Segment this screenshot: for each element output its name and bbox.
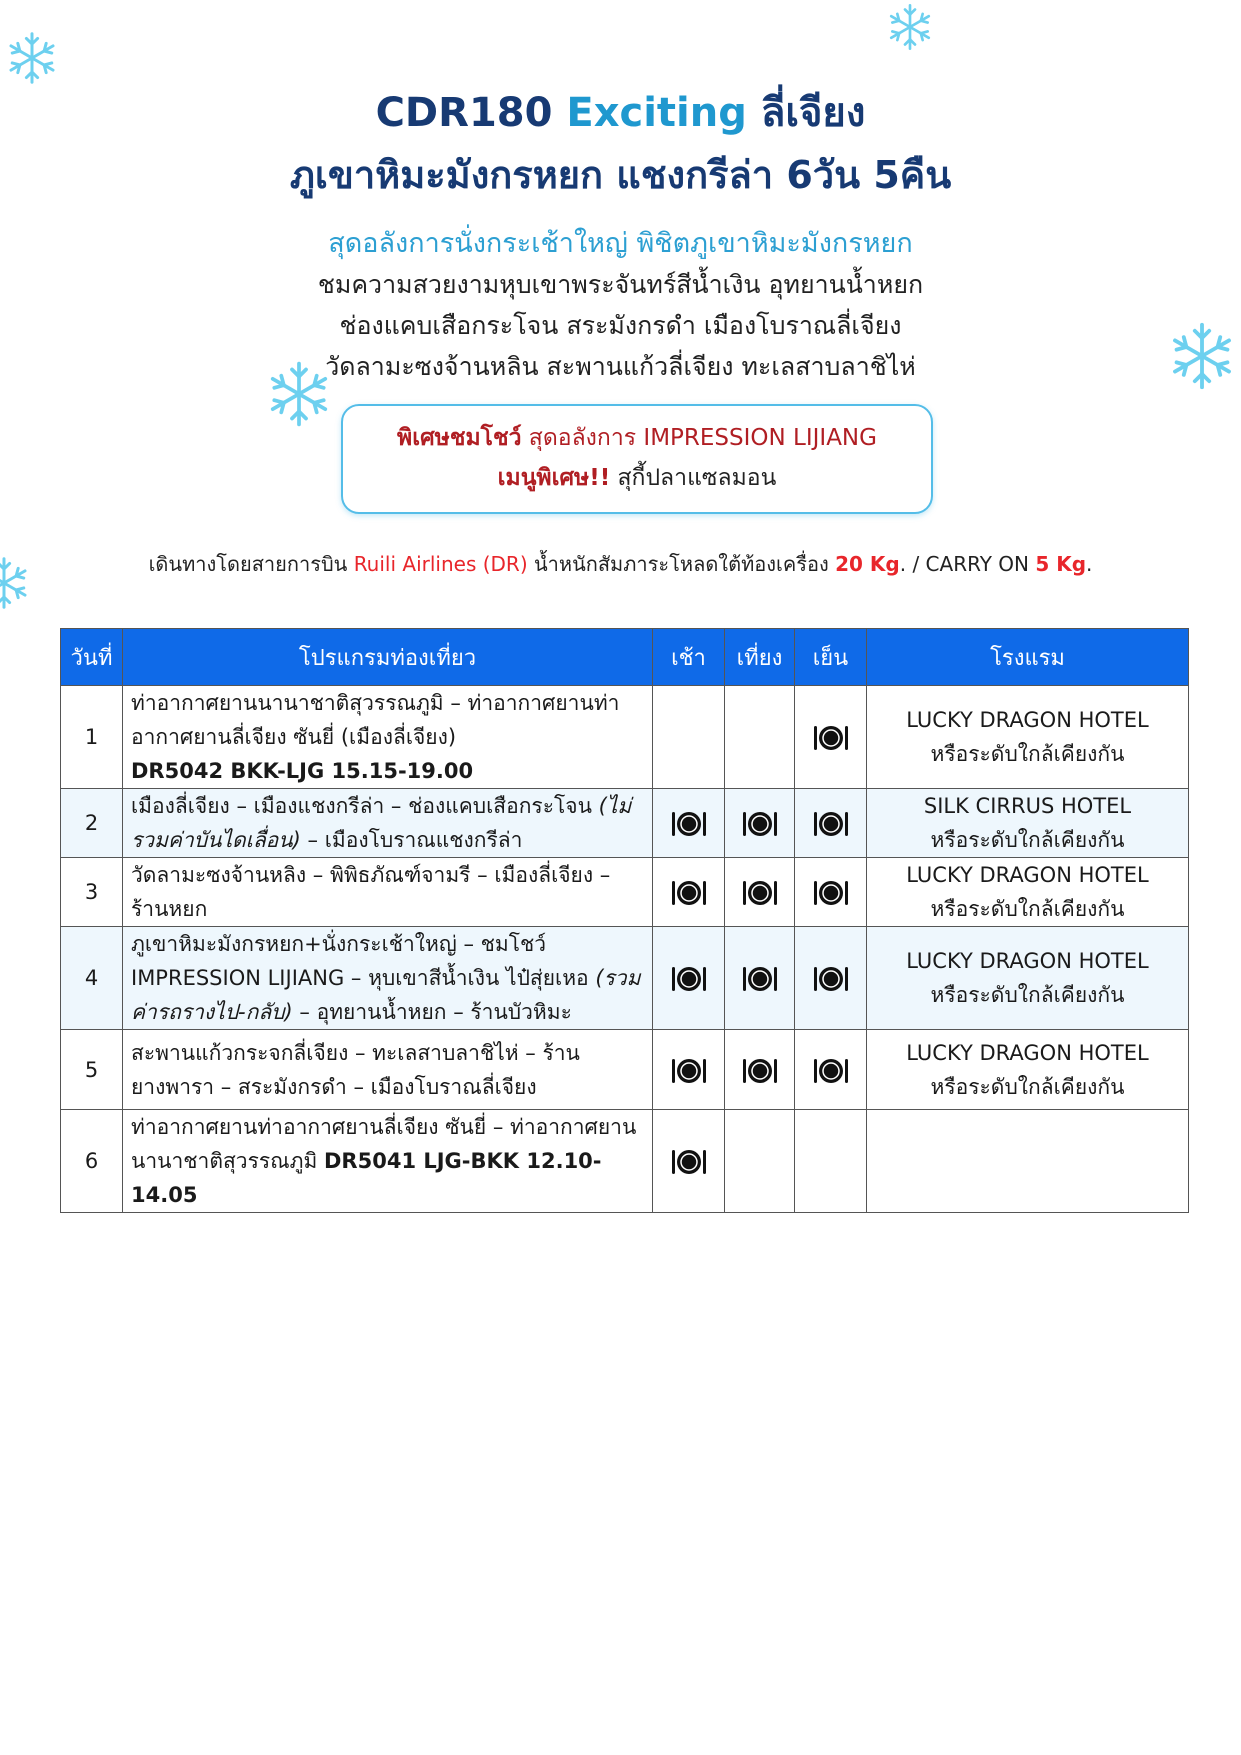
day-number: 5 — [61, 1030, 123, 1110]
program-note: (ไม่รวมค่าบันไดเลื่อน) — [131, 794, 632, 852]
program-cell — [123, 927, 653, 1030]
lunch-cell — [725, 686, 795, 789]
promo-show-label: พิเศษชมโชว์ — [397, 425, 522, 451]
checked-baggage: 20 Kg — [835, 552, 900, 576]
meal-icon — [670, 1147, 708, 1177]
program-text: ภูเขาหิมะมังกรหยก+นั่งกระเช้าใหญ่ – ชมโชว์ IMPRESSION LIJIANG – หุบเขาสีน้ำเงิน ไป๋สุ่ยเหอ — [131, 932, 596, 990]
meal-icon — [812, 964, 850, 994]
flight-end: . — [1086, 552, 1093, 576]
program-cell — [123, 1030, 653, 1110]
program-text: ท่าอากาศยานนานาชาติสุวรรณภูมิ – ท่าอากาศยานท่าอากาศยานลี่เจียง ซันยี่ (เมืองลี่เจียง) — [131, 691, 620, 749]
breakfast-cell — [653, 858, 725, 927]
promo-show — [343, 420, 931, 456]
meal-icon — [741, 1056, 779, 1086]
meal-icon — [670, 964, 708, 994]
table-row — [61, 927, 1189, 1030]
hotel-cell — [867, 858, 1189, 927]
breakfast-cell — [653, 789, 725, 858]
snowflake-icon — [4, 30, 60, 86]
page-subtitle: ภูเขาหิมะมังกรหยก แชงกรีล่า 6วัน 5คืน — [289, 153, 952, 197]
meal-icon — [812, 878, 850, 908]
breakfast-cell — [653, 927, 725, 1030]
hotel-name: LUCKY DRAGON HOTEL — [906, 1040, 1149, 1065]
hotel-note: หรือระดับใกล้เคียงกัน — [930, 828, 1125, 852]
meal-icon — [670, 809, 708, 839]
flight-number: DR5042 BKK-LJG 15.15-19.00 — [131, 759, 474, 783]
dinner-cell — [795, 858, 867, 927]
page-title — [0, 80, 1241, 144]
meal-icon — [741, 878, 779, 908]
description-line: ช่องแคบเสือกระโจน สระมังกรดำ เมืองโบราณลี่เจียง — [339, 311, 902, 340]
promo-menu-text: สุกี้ปลาแซลมอน — [610, 465, 777, 491]
airline-name: Ruili Airlines (DR) — [353, 552, 528, 576]
breakfast-cell — [653, 1110, 725, 1213]
header-hotel: โรงแรม — [867, 629, 1189, 686]
hotel-cell — [867, 1110, 1189, 1213]
program-text: – เมืองโบราณแชงกรีล่า — [300, 828, 523, 852]
meal-icon — [741, 964, 779, 994]
baggage-text: น้ำหนักสัมภาระโหลดใต้ท้องเครื่อง — [527, 552, 836, 576]
program-text: ท่าอากาศยานท่าอากาศยานลี่เจียง ซันยี่ – ท่าอากาศยานนานาชาติสุวรรณภูมิ — [131, 1115, 637, 1173]
hotel-cell — [867, 789, 1189, 858]
dinner-cell — [795, 789, 867, 858]
meal-icon — [812, 723, 850, 753]
dinner-cell — [795, 1030, 867, 1110]
table-row — [61, 1030, 1189, 1110]
description-line: ชมความสวยงามหุบเขาพระจันทร์สีน้ำเงิน อุทยานน้ำหยก — [317, 270, 924, 299]
carry-baggage: 5 Kg — [1035, 552, 1087, 576]
table-row — [61, 789, 1189, 858]
description-line: วัดลามะซงจ้านหลิน สะพานแก้วลี่เจียง ทะเลสาบลาชิไห่ — [325, 352, 916, 381]
snowflake-icon — [885, 2, 935, 52]
promo-menu-label: เมนูพิเศษ!! — [497, 465, 611, 491]
day-number: 4 — [61, 927, 123, 1030]
hotel-note: หรือระดับใกล้เคียงกัน — [930, 742, 1125, 766]
program-cell — [123, 1110, 653, 1213]
itinerary-table — [60, 628, 1189, 1213]
promo-menu — [343, 460, 931, 496]
program-text: วัดลามะซงจ้านหลิง – พิพิธภัณฑ์จามรี – เมืองลี่เจียง – ร้านหยก — [131, 863, 611, 921]
day-number: 6 — [61, 1110, 123, 1213]
flight-info — [0, 548, 1241, 580]
day-number: 3 — [61, 858, 123, 927]
lunch-cell — [725, 789, 795, 858]
lunch-cell — [725, 1110, 795, 1213]
flight-prefix: เดินทางโดยสายการบิน — [148, 552, 354, 576]
lunch-cell — [725, 927, 795, 1030]
meal-icon — [741, 809, 779, 839]
breakfast-cell — [653, 686, 725, 789]
program-text: เมืองลี่เจียง – เมืองแชงกรีล่า – ช่องแคบเสือกระโจน — [131, 794, 599, 818]
program-text: – อุทยานน้ำหยก – ร้านบัวหิมะ — [292, 1000, 572, 1024]
hotel-cell — [867, 686, 1189, 789]
hotel-name: LUCKY DRAGON HOTEL — [906, 863, 1149, 887]
dinner-cell — [795, 686, 867, 789]
hotel-name: SILK CIRRUS HOTEL — [923, 794, 1132, 818]
program-cell — [123, 789, 653, 858]
hotel-name: LUCKY DRAGON HOTEL — [906, 949, 1149, 973]
program-text: สะพานแก้วกระจกลี่เจียง – ทะเลสาบลาชิไห่ – ร้านยางพารา – สระมังกรดำ – เมืองโบราณลี่เจียง — [131, 1040, 580, 1099]
highlight-line: สุดอลังการนั่งกระเช้าใหญ่ พิชิตภูเขาหิมะมังกรหยก — [328, 228, 913, 259]
header-program: โปรแกรมท่องเที่ยว — [123, 629, 653, 686]
flight-number: DR5041 LJG-BKK 12.10-14.05 — [131, 1149, 602, 1207]
breakfast-cell — [653, 1030, 725, 1110]
tour-code: CDR180 — [375, 90, 553, 136]
table-header-row — [61, 629, 1189, 686]
meal-icon — [812, 809, 850, 839]
day-number: 2 — [61, 789, 123, 858]
promo-box — [341, 404, 933, 514]
program-cell — [123, 858, 653, 927]
program-cell — [123, 686, 653, 789]
header-lunch: เที่ยง — [725, 629, 795, 686]
hotel-note: หรือระดับใกล้เคียงกัน — [930, 897, 1125, 921]
lunch-cell — [725, 858, 795, 927]
hotel-cell — [867, 927, 1189, 1030]
table-row — [61, 1110, 1189, 1213]
hotel-note: หรือระดับใกล้เคียงกัน — [930, 1074, 1125, 1099]
meal-icon — [670, 1056, 708, 1086]
title-destination: ลี่เจียง — [760, 90, 866, 136]
program-note: (รวมค่ารถรางไป-กลับ) — [131, 966, 641, 1024]
title-highlight: Exciting — [566, 90, 747, 136]
promo-show-text: สุดอลังการ IMPRESSION LIJIANG — [521, 425, 877, 451]
header-day: วันที่ — [61, 629, 123, 686]
hotel-cell — [867, 1030, 1189, 1110]
hotel-note: หรือระดับใกล้เคียงกัน — [930, 983, 1125, 1007]
meal-icon — [812, 1056, 850, 1086]
hotel-name: LUCKY DRAGON HOTEL — [906, 708, 1149, 732]
lunch-cell — [725, 1030, 795, 1110]
table-row — [61, 858, 1189, 927]
dinner-cell — [795, 1110, 867, 1213]
table-row — [61, 686, 1189, 789]
header-dinner: เย็น — [795, 629, 867, 686]
day-number: 1 — [61, 686, 123, 789]
carry-text: . / CARRY ON — [899, 552, 1036, 576]
meal-icon — [670, 878, 708, 908]
header-breakfast: เช้า — [653, 629, 725, 686]
dinner-cell — [795, 927, 867, 1030]
